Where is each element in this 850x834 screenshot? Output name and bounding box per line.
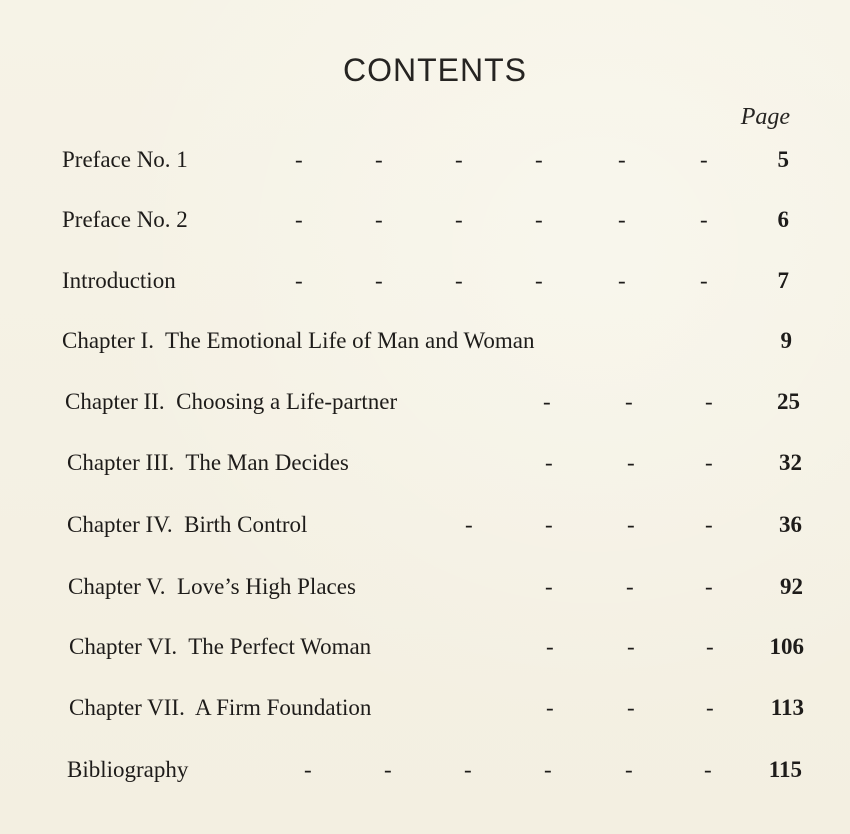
leader-dash: - — [535, 268, 543, 293]
leader-dash: - — [705, 574, 713, 599]
leader-dash: - — [627, 695, 635, 720]
toc-entry-page: 113 — [770, 695, 804, 720]
toc-entry-page: 6 — [777, 207, 789, 232]
leader-dash: - — [627, 512, 635, 537]
leader-dash: - — [535, 147, 543, 172]
leader-dash: - — [700, 207, 708, 232]
leader-dash: - — [384, 757, 392, 782]
leader-dash: - — [543, 389, 551, 414]
toc-entry-label: Chapter IV. Birth Control — [67, 512, 308, 537]
leader-dash: - — [535, 207, 543, 232]
leader-dash: - — [546, 634, 554, 659]
leader-dash: - — [295, 268, 303, 293]
toc-entry-label: Introduction — [62, 268, 176, 293]
leader-dash: - — [375, 147, 383, 172]
toc-entry[interactable] — [69, 695, 804, 725]
toc-entry-label: Preface No. 2 — [62, 207, 188, 232]
toc-entry-page: 7 — [777, 268, 789, 293]
leader-dash: - — [545, 574, 553, 599]
leader-dash: - — [627, 634, 635, 659]
leader-dash: - — [455, 207, 463, 232]
leader-dash: - — [546, 695, 554, 720]
leader-dash: - — [705, 450, 713, 475]
leader-dash: - — [700, 268, 708, 293]
leader-dash: - — [626, 574, 634, 599]
toc-entry[interactable] — [69, 634, 804, 664]
toc-entry-page: 92 — [780, 574, 803, 599]
leader-dash: - — [375, 268, 383, 293]
toc-entry[interactable] — [67, 757, 802, 787]
leader-dash: - — [618, 147, 626, 172]
toc-entry-page: 115 — [768, 757, 802, 782]
leader-dash: - — [705, 389, 713, 414]
leader-dash: - — [455, 268, 463, 293]
toc-entry-page: 5 — [777, 147, 789, 172]
leader-dash: - — [627, 450, 635, 475]
leader-dash: - — [625, 389, 633, 414]
leader-dash: - — [625, 757, 633, 782]
toc-entry-label: Chapter II. Choosing a Life-partner — [65, 389, 398, 414]
leader-dash: - — [704, 757, 712, 782]
toc-entry-label: Chapter VII. A Firm Foundation — [69, 695, 372, 720]
leader-dash: - — [304, 757, 312, 782]
leader-dash: - — [706, 634, 714, 659]
toc-entry-label: Chapter III. The Man Decides — [67, 450, 349, 475]
toc-entry[interactable] — [67, 450, 802, 480]
toc-entry[interactable] — [62, 207, 797, 237]
toc-entry-page: 25 — [777, 389, 800, 414]
toc-entry-label: Chapter I. The Emotional Life of Man and Woman — [62, 328, 535, 353]
leader-dash: - — [705, 512, 713, 537]
toc-entry[interactable] — [62, 268, 797, 298]
leader-dash: - — [700, 147, 708, 172]
leader-dash: - — [375, 207, 383, 232]
leader-dash: - — [465, 512, 473, 537]
leader-dash: - — [618, 207, 626, 232]
toc-entry[interactable] — [68, 574, 803, 604]
leader-dash: - — [545, 450, 553, 475]
toc-entry[interactable] — [67, 512, 802, 542]
page-column-header: Page — [740, 104, 790, 130]
toc-entry[interactable] — [62, 328, 797, 358]
toc-entry-label: Chapter V. Love’s High Places — [68, 574, 356, 599]
leader-dash: - — [618, 268, 626, 293]
toc-entry[interactable] — [62, 147, 797, 177]
toc-entry-label: Preface No. 1 — [62, 147, 188, 172]
leader-dash: - — [455, 147, 463, 172]
leader-dash: - — [295, 207, 303, 232]
toc-entry-label: Chapter VI. The Perfect Woman — [69, 634, 372, 659]
toc-entry-page: 106 — [769, 634, 804, 659]
leader-dash: - — [545, 512, 553, 537]
leader-dash: - — [295, 147, 303, 172]
toc-entry-page: 32 — [779, 450, 802, 475]
leader-dash: - — [706, 695, 714, 720]
toc-entry[interactable] — [65, 389, 800, 419]
toc-entry-label: Bibliography — [67, 757, 189, 782]
leader-dash: - — [544, 757, 552, 782]
leader-dash: - — [464, 757, 472, 782]
page-title: CONTENTS — [343, 52, 527, 88]
toc-entry-page: 36 — [779, 512, 802, 537]
toc-entry-page: 9 — [780, 328, 792, 353]
